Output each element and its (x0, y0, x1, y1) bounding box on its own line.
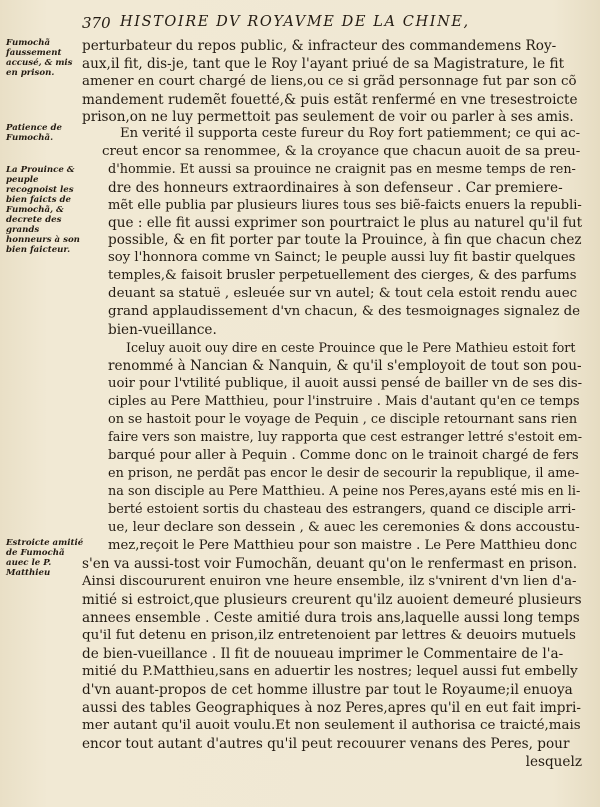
text-line: mer autant qu'il auoit voulu.Et non seulement il authorisa ce traicté,mais (82, 718, 581, 733)
text-line: qu'il fut detenu en prison,ilz entretenoient par lettres & deuoirs mutuels (82, 628, 576, 643)
margin-note: Patience de Fumochã. (6, 123, 62, 143)
margin-note: Fumochã faussement accusé, & mis en prison. (6, 38, 73, 78)
text-line: temples,& faisoit brusler perpetuellement des cierges, & des parfums (108, 268, 577, 283)
text-line: de bien-vueillance . Il fit de nouueau imprimer le Commentaire de l'a- (82, 646, 564, 662)
text-line: mez,reçoit le Pere Matthieu pour son maistre . Le Pere Matthieu donc (108, 538, 578, 553)
text-line: encor tout autant d'autres qu'il peut recouurer venans des Peres, pour (82, 736, 570, 752)
text-line: barqué pour aller à Pequin . Comme donc on le trainoit chargé de fers (108, 448, 579, 463)
text-line: En verité il supporta ceste fureur du Roy fort patiemment; ce qui ac- (120, 126, 581, 141)
catchword: lesquelz (525, 754, 582, 770)
margin-note: Estroicte amitié de Fumochã auec le P. Matthieu (6, 538, 84, 578)
text-line: mitié si estroict,que plusieurs creurent qu'ilz auoient demeuré plusieurs (82, 592, 582, 608)
running-title: HISTOIRE DV ROYAVME DE LA CHINE, (120, 14, 470, 30)
text-line: soy l'honnora comme vn Sainct; le peuple aussi luy fit bastir quelques (108, 250, 576, 265)
text-line: bien-vueillance. (108, 322, 217, 338)
text-line: perturbateur du repos public, & infracteur des commandemens Roy- (82, 38, 557, 54)
text-line: possible, & en fit porter par toute la Prouince, à fin que chacun chez (108, 232, 582, 248)
text-line: mandement rudemẽt fouetté,& puis estãt renfermé en vne tresestroicte (82, 92, 578, 108)
text-line: mẽt elle publia par plusieurs liures tous ses biẽ-faicts enuers la republi- (108, 198, 582, 213)
text-line: dre des honneurs extraordinaires à son defenseur . Car premiere- (108, 180, 563, 196)
text-line: na son disciple au Pere Matthieu. A peine nos Peres,ayans esté mis en li- (108, 484, 581, 499)
text-line: Ainsi discoururent enuiron vne heure ensemble, ilz s'vnirent d'vn lien d'a- (82, 574, 577, 589)
text-line: ue, leur declare son dessein , & auec les ceremonies & dons accoustu- (108, 520, 580, 535)
text-line: deuant sa statuë , esleuée sur vn autel; & tout cela estoit rendu auec (108, 286, 578, 301)
text-line: que : elle fit aussi exprimer son pourtraict le plus au naturel qu'il fut (108, 215, 583, 231)
text-line: aux,il fit, dis-je, tant que le Roy l'ayant priué de sa Magistrature, le fit (82, 56, 565, 72)
text-line: on se hastoit pour le voyage de Pequin , ce disciple retournant sans rien (108, 412, 578, 427)
text-line: creut encor sa renommee, & la croyance que chacun auoit de sa preu- (102, 144, 581, 159)
text-line: annees ensemble . Ceste amitié dura trois ans,laquelle aussi long temps (82, 610, 580, 626)
text-line: s'en va aussi-tost voir Fumochãn, deuant qu'on le renfermast en prison. (82, 556, 578, 572)
page-header (82, 14, 582, 34)
text-line: renommé à Nancian & Nanquin, & qu'il s'employoit de tout son pou- (108, 358, 582, 374)
text-line: aussi des tables Geographiques à noz Peres,apres qu'il en eut fait impri- (82, 700, 581, 716)
text-line: amener en court chargé de liens,ou ce si grãd personnage fut par son cõ (82, 74, 577, 89)
text-line: uoir pour l'vtilité publique, il auoit aussi pensé de bailler vn de ses dis- (108, 376, 583, 391)
text-line: prison,on ne luy permettoit pas seulement de voir ou parler à ses amis. (82, 109, 574, 125)
page-number: 370 (82, 14, 111, 32)
text-line: Iceluy auoit ouy dire en ceste Prouince que le Pere Mathieu estoit fort (126, 340, 576, 355)
text-line: berté estoient sortis du chasteau des estrangers, quand ce disciple arri- (108, 502, 576, 517)
text-line: mitié du P.Matthieu,sans en aduertir les nostres; lequel aussi fut embelly (82, 664, 578, 679)
text-line: faire vers son maistre, luy rapporta que cest estranger lettré s'estoit em- (108, 430, 583, 445)
margin-note: La Prouince & peuple recognoist les bien faicts de Fumochã, & decrete des grands honneurs à son bien faicteur. (6, 165, 80, 255)
text-line: d'hommie. Et aussi sa prouince ne craignit pas en mesme temps de ren- (108, 162, 576, 177)
text-line: en prison, ne perdãt pas encor le desir de secourir la republique, il ame- (108, 466, 580, 481)
text-line: d'vn auant-propos de cet homme illustre par tout le Royaume;il enuoya (82, 682, 573, 698)
text-line: grand applaudissement d'vn chacun, & des tesmoignages signalez de (108, 304, 581, 319)
text-line: ciples au Pere Matthieu, pour l'instruire . Mais d'autant qu'en ce temps (108, 394, 580, 409)
